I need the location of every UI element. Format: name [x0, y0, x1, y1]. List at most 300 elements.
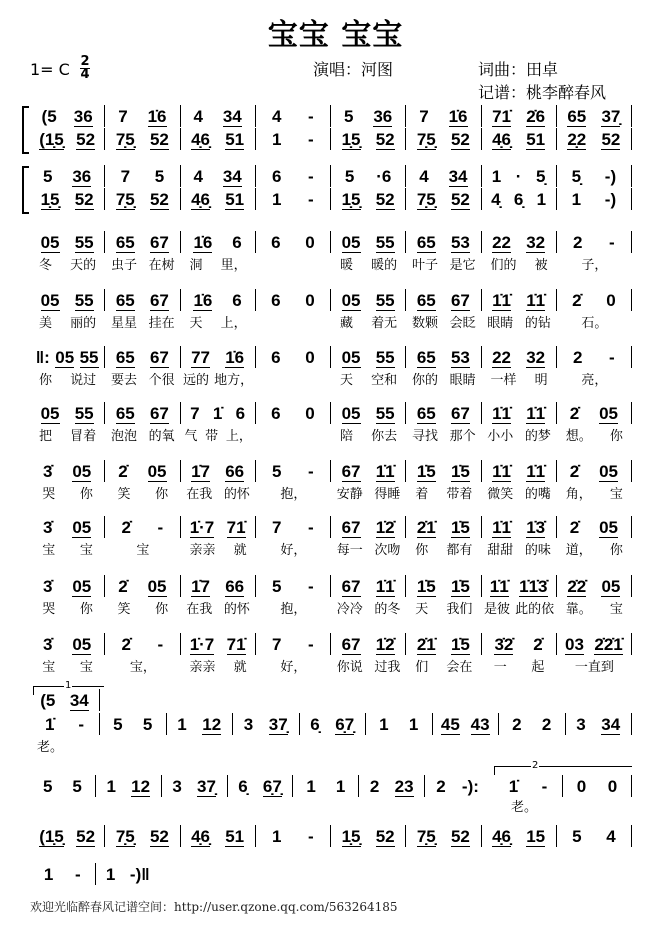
note-group: 55: [375, 233, 395, 252]
measure: [181, 516, 256, 538]
note-group: -: [308, 635, 314, 654]
note-group: 1̣5̣: [341, 130, 361, 149]
lyric: 冬 天的: [39, 258, 97, 273]
note-group: 3̇: [42, 577, 53, 596]
note-group: 1̇1̇: [492, 518, 512, 537]
note-group: 5̣: [571, 167, 582, 186]
note-group: -: [74, 865, 81, 884]
lyric: 笑 你: [117, 487, 169, 502]
note-group: 2̇1̇: [416, 518, 436, 537]
note-group: 32: [526, 233, 546, 252]
measure: [331, 289, 406, 311]
note-group: 55: [74, 404, 94, 423]
measure: [256, 575, 331, 597]
lyrics-line: [494, 800, 554, 815]
measure: [482, 633, 557, 655]
note-group: 55: [375, 291, 395, 310]
note-group: 1: [272, 827, 282, 846]
note-group: 43: [470, 715, 490, 734]
lyric: [256, 258, 331, 273]
lyrics-line: [30, 373, 632, 388]
note-group: -): [604, 190, 617, 209]
note-group: -: [308, 462, 314, 481]
time-top: 2: [80, 54, 90, 69]
note-group: 1̇6: [193, 233, 213, 252]
measure: [256, 460, 331, 482]
measure: [331, 105, 406, 127]
measure: [30, 633, 105, 655]
note-group: 37̣: [601, 107, 621, 126]
note-group: 55: [79, 348, 99, 367]
measure: [482, 105, 557, 127]
note-group: 1̇1̇: [375, 462, 395, 481]
measure: [105, 346, 180, 368]
note-group: 4: [272, 107, 282, 126]
note-group: 0: [305, 291, 315, 310]
measure: [105, 633, 180, 655]
measure: [96, 775, 162, 797]
measure: [30, 713, 100, 735]
note-group: 67: [341, 577, 361, 596]
notation-line: [30, 289, 632, 311]
measure: [181, 633, 256, 655]
note-group: 1̇1̇: [492, 462, 512, 481]
lyric: 虫子 在树: [111, 258, 175, 273]
lyric: 安静 得睡: [336, 487, 401, 502]
note-group: 3: [576, 715, 586, 734]
measure: [293, 775, 359, 797]
note-group: 6̣7̣: [335, 715, 355, 734]
note-group: 23: [394, 777, 414, 796]
measure: [406, 633, 481, 655]
note-group: 5: [154, 167, 165, 186]
lyric: [256, 316, 331, 331]
measure: [482, 575, 557, 597]
note-group: 7̣5̣: [115, 827, 135, 846]
lyric: 陪 你去: [340, 429, 398, 444]
notation-line: [30, 825, 632, 847]
note-group: 5: [42, 777, 53, 796]
measure: [105, 188, 180, 210]
measure: [105, 460, 180, 482]
note-group: ·6: [376, 167, 392, 186]
note-group: 34: [601, 715, 621, 734]
volta-1-label: 1: [65, 680, 72, 691]
note-group: 52: [375, 130, 395, 149]
measure: [105, 825, 180, 847]
note-group: 2̇6: [526, 107, 546, 126]
measure: [566, 713, 633, 735]
note-group: 65: [416, 291, 436, 310]
note-group: (1̣5̣: [39, 130, 64, 149]
measure: [181, 402, 256, 424]
note-group: 1̇6: [448, 107, 468, 126]
note-group: 1̇1̇: [492, 291, 512, 310]
note-group: 1̇5: [450, 577, 470, 596]
notation-line: [30, 346, 632, 368]
note-group: 1̇5: [416, 462, 436, 481]
lyric: 气 带 上，: [184, 429, 252, 444]
lyric: 寻找 那个: [412, 429, 476, 444]
note-group: 51: [225, 130, 245, 149]
lyric: 一直到: [574, 660, 614, 675]
note-group: 3̇: [42, 462, 53, 481]
lyric: 暖 暖的: [340, 258, 398, 273]
note-group: 15: [526, 827, 546, 846]
note-group: 71̇: [226, 518, 246, 537]
measure: [557, 633, 632, 655]
note-group: 52: [450, 130, 470, 149]
note-group: 7̣5̣: [115, 130, 135, 149]
measure: [557, 128, 632, 150]
note-group: 77: [191, 348, 211, 367]
note-group: 1̇1̇: [375, 577, 395, 596]
note-group: 1: [571, 190, 582, 209]
note-group: 1̇5: [450, 462, 470, 481]
lyric: 哭 你: [42, 487, 93, 502]
measure: [557, 825, 632, 847]
notation-line: [30, 165, 632, 187]
note-group: 05: [341, 404, 361, 423]
measure: [563, 775, 632, 797]
note-group: 67: [149, 233, 169, 252]
measure: [331, 165, 406, 187]
note-group: 0: [607, 777, 618, 796]
note-group: 52: [149, 827, 169, 846]
note-group: 05: [147, 577, 167, 596]
lyric: 们的 被: [490, 258, 548, 273]
note-group: (5: [40, 691, 56, 710]
measure: [557, 231, 632, 253]
note-group: 0: [305, 348, 315, 367]
measure: [30, 402, 105, 424]
notation-line: [494, 775, 632, 797]
note-group: 51: [526, 130, 546, 149]
measure: [100, 713, 167, 735]
note-group: 4: [193, 167, 203, 186]
lyric: 你 都有: [415, 543, 473, 558]
lyric: 想。 你: [565, 429, 623, 444]
measure: [256, 105, 331, 127]
measure: [30, 516, 105, 538]
singer: 演唱：河图: [313, 60, 394, 79]
notation-line: [30, 105, 632, 127]
measure: [557, 289, 632, 311]
measure: [30, 165, 105, 187]
measure: [406, 188, 481, 210]
note-group: 65: [567, 107, 587, 126]
note-group: 53: [450, 233, 470, 252]
measure: [406, 575, 481, 597]
note-group: 05: [341, 291, 361, 310]
note-group: 1̇6: [147, 107, 167, 126]
lyric: 小小 的梦: [487, 429, 551, 444]
lyric: 一 起: [493, 660, 545, 675]
lyrics-line: [30, 602, 632, 617]
note-group: 51: [225, 190, 245, 209]
measure: [331, 231, 406, 253]
note-group: 52: [74, 190, 94, 209]
measure: [482, 231, 557, 253]
measure: [256, 346, 331, 368]
lyric: 着 带着: [415, 487, 473, 502]
note-group: 1̇5: [450, 518, 470, 537]
note-group: 2: [573, 233, 583, 252]
note-group: 55: [375, 348, 395, 367]
measure: [406, 402, 481, 424]
lyric: 在我 的怀: [186, 602, 250, 617]
note-group: 2̇: [569, 404, 580, 423]
lyric: 数颗 会眨: [412, 316, 476, 331]
measure: [557, 575, 632, 597]
measure: [181, 105, 256, 127]
note-group: 55: [74, 291, 94, 310]
note-group: 1̇3̇: [526, 518, 546, 537]
note-group: 7: [118, 107, 128, 126]
measure: [359, 775, 425, 797]
measure: [233, 713, 300, 735]
note-group: 1̇2̇: [375, 635, 395, 654]
measure: [181, 289, 256, 311]
note-group: 05: [147, 462, 167, 481]
measure: [482, 402, 557, 424]
lyric: 抱，: [280, 602, 307, 617]
measure: [557, 105, 632, 127]
lyric: 亮，: [581, 373, 608, 388]
note-group: 65: [115, 404, 135, 423]
note-group: 37̣: [268, 715, 288, 734]
notation-line: [30, 188, 632, 210]
volta-1: [33, 680, 104, 695]
note-group: 4̣6̣: [492, 130, 512, 149]
lyric: 洞 里，: [189, 258, 247, 273]
lyric: 藏 着无: [340, 316, 398, 331]
note-group: 4: [193, 107, 203, 126]
note-group: 2̇: [569, 462, 580, 481]
note-group: -: [609, 233, 615, 252]
note-group: 6̣: [238, 777, 248, 796]
note-group: 34: [222, 107, 242, 126]
lyric: 微笑 的嘴: [487, 487, 551, 502]
note-group: 5: [572, 827, 582, 846]
note-group: 1̣5̣: [341, 190, 361, 209]
note-group: 1̇2̇: [375, 518, 395, 537]
note-group: 6: [271, 404, 281, 423]
measure: [30, 188, 105, 210]
lyric: 眼睛 的钻: [487, 316, 551, 331]
measure: [406, 231, 481, 253]
lyric: 老。: [36, 740, 63, 755]
note-group: (1̣5̣: [39, 827, 64, 846]
measure: [30, 460, 105, 482]
note-group: 37̣: [197, 777, 216, 796]
measure: [331, 402, 406, 424]
note-group: (5: [41, 107, 57, 126]
lyric: 笑 你: [117, 602, 169, 617]
lyric: 好，: [280, 543, 307, 558]
note-group: 3: [243, 715, 254, 734]
note-group: 05: [72, 518, 92, 537]
measure: [105, 289, 180, 311]
lyrics-line: [30, 740, 70, 755]
note-group: 1̇6: [193, 291, 213, 310]
measure: [482, 460, 557, 482]
lyric: 远的 地方，: [183, 373, 254, 388]
note-group: 2̇2̇1̇: [594, 635, 623, 654]
measure: [30, 346, 105, 368]
note-group: 5: [344, 167, 355, 186]
note-group: 6: [271, 348, 281, 367]
note-group: 5: [272, 462, 282, 481]
measure: [331, 825, 406, 847]
note-group: 6: [232, 233, 242, 252]
note-group: 2: [573, 348, 583, 367]
note-group: ·: [515, 167, 522, 186]
lyric: 一样 明: [490, 373, 548, 388]
measure: [406, 516, 481, 538]
note-group: 5: [272, 577, 282, 596]
measure: [181, 128, 256, 150]
note-group: 1: [408, 715, 419, 734]
note-group: 7: [272, 635, 282, 654]
note-group: 65: [115, 233, 135, 252]
note-group: 52: [450, 190, 470, 209]
note-group: 67: [149, 291, 169, 310]
measure: [181, 188, 256, 210]
key-signature: 1= C: [30, 60, 70, 79]
note-group: 71̇: [492, 107, 512, 126]
note-group: 22: [492, 348, 512, 367]
note-group: -: [308, 107, 314, 126]
note-group: 2̇: [121, 635, 131, 654]
note-group: 55: [74, 233, 94, 252]
lyric: 你说 过我: [336, 660, 401, 675]
lyric: 老。: [510, 800, 537, 815]
measure: [406, 165, 481, 187]
note-group: 45: [440, 715, 460, 734]
lyric: 甜甜 的味: [487, 543, 551, 558]
lyric: 在我 的怀: [186, 487, 250, 502]
note-group: 1̣5̣: [40, 190, 60, 209]
note-group: 2̇: [121, 518, 131, 537]
lyric: 天 空和: [340, 373, 398, 388]
note-group: 2̇: [118, 462, 128, 481]
measure: [499, 713, 566, 735]
note-group: -: [308, 577, 314, 596]
measure: [105, 231, 180, 253]
measure: [162, 775, 228, 797]
note-group: -: [78, 715, 85, 734]
note-group: 1̇1̇: [526, 291, 546, 310]
note-group: 1: [536, 190, 547, 209]
measure: [167, 713, 234, 735]
note-group: 3̇: [42, 635, 53, 654]
measure: [256, 825, 331, 847]
note-group: 66: [225, 577, 245, 596]
measure: [494, 775, 563, 797]
note-group: 4̣6̣: [191, 190, 211, 209]
note-group: -: [157, 635, 164, 654]
note-group: -: [157, 518, 164, 537]
note-group: 1̇: [212, 404, 223, 423]
measure: [30, 128, 105, 150]
measure: [256, 165, 331, 187]
volta-2-label: 2: [532, 760, 539, 771]
note-group: 2̇: [533, 635, 543, 654]
note-group: 05: [40, 291, 60, 310]
note-group: 1: [491, 167, 502, 186]
note-group: -: [308, 167, 314, 186]
note-group: 53: [450, 348, 470, 367]
note-group: ‖:: [35, 348, 50, 367]
measure: [331, 516, 406, 538]
note-group: -: [308, 827, 314, 846]
measure: [181, 165, 256, 187]
note-group: -: [308, 518, 314, 537]
measure: [482, 165, 557, 187]
note-group: 7̣5̣: [416, 130, 436, 149]
measure: [482, 289, 557, 311]
note-group: 65: [416, 404, 436, 423]
note-group: 1̇: [508, 777, 519, 796]
measure: [105, 105, 180, 127]
note-group: -: [541, 777, 548, 796]
note-group: 32: [526, 348, 546, 367]
note-group: 71̇: [226, 635, 246, 654]
note-group: 52: [375, 827, 395, 846]
note-group: 34: [69, 691, 89, 710]
measure: [30, 825, 105, 847]
measure: [557, 165, 632, 187]
note-group: 1: [306, 777, 316, 796]
note-group: 3̇2̇: [494, 635, 514, 654]
note-group: 36: [373, 107, 393, 126]
lyric: 道， 你: [565, 543, 623, 558]
measure: [406, 289, 481, 311]
note-group: 6̣: [513, 190, 524, 209]
note-group: 67: [341, 462, 361, 481]
measure: [433, 713, 500, 735]
note-group: 1̇5: [450, 635, 470, 654]
lyric: 宝 宝: [42, 660, 93, 675]
note-group: 65: [416, 233, 436, 252]
note-group: 5: [42, 167, 53, 186]
measure: [557, 346, 632, 368]
measure: [557, 516, 632, 538]
measure: [30, 775, 96, 797]
lyric: 靠。 宝: [565, 602, 623, 617]
measure: [482, 188, 557, 210]
note-group: 0: [576, 777, 587, 796]
note-group: 2̇: [118, 577, 128, 596]
note-group: 0: [606, 291, 616, 310]
lyric: 哭 你: [42, 602, 93, 617]
note-group: 1: [43, 865, 54, 884]
note-group: 1̣5̣: [341, 827, 361, 846]
measure: [30, 863, 96, 885]
note-group: 36: [73, 107, 93, 126]
lyrics-line: [30, 660, 632, 675]
measure: [406, 825, 481, 847]
lyric: 宝 宝: [42, 543, 93, 558]
note-group: 52: [375, 190, 395, 209]
measure: [557, 188, 632, 210]
note-group: 65: [416, 348, 436, 367]
measure: [181, 460, 256, 482]
measure: [482, 128, 557, 150]
measure: [406, 128, 481, 150]
note-group: 2: [512, 715, 522, 734]
